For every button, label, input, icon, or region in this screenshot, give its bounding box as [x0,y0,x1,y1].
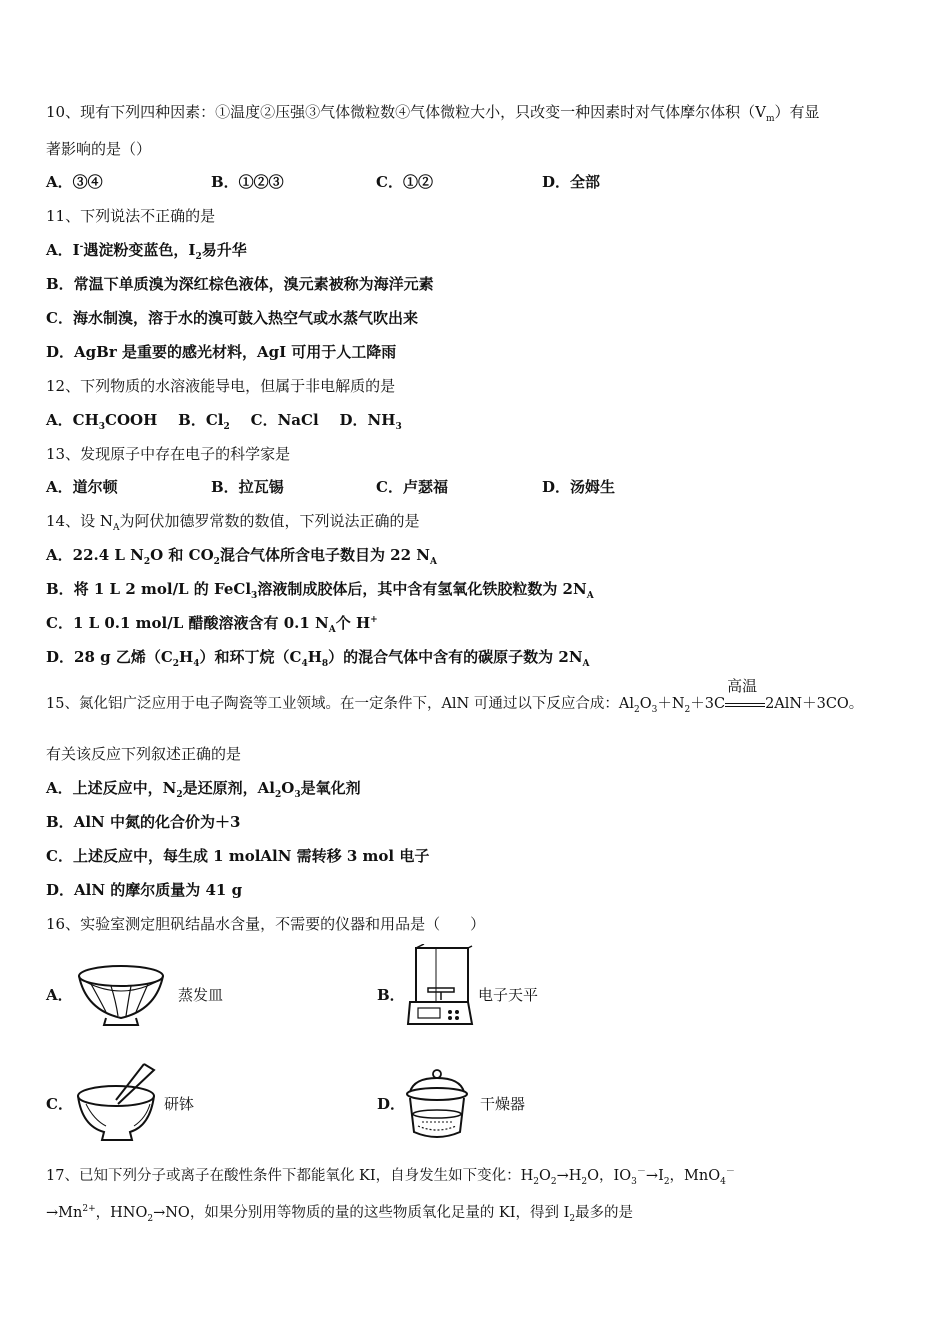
q16-option-a-name: 蒸发皿 [178,986,224,1004]
q10-option-d: D．全部 [542,173,601,191]
q15-option-c: C．上述反应中，每生成 1 molAlN 需转移 3 mol 电子 [46,847,430,865]
q11-option-b: B．常温下单质溴为深红棕色液体，溴元素被称为海洋元素 [46,275,434,293]
q13-option-c: C．卢瑟福 [376,478,448,496]
q10-stem-line1: 10、现有下列四种因素：①温度②压强③气体微粒数④气体微粒大小，只改变一种因素时对气体摩尔体积$(V_m)$有显 [46,103,820,124]
q13-stem: 13、发现原子中存在电子的科学家是 [46,445,291,463]
q11-stem: 11、下列说法不正确的是 [46,207,216,225]
electronic-balance-icon [406,944,474,1030]
q17-stem-line1: 17、已知下列分子或离子在酸性条件下都能氧化 KI，自身发生如下变化：$H_2O_2\to H_2O$，$IO_3^-\to I_2$，MnO$_4$－ [46,1167,735,1187]
q14-stem: 14、设 $N_A$为阿伏加德罗常数的数值，下列说法正确的是 [46,512,420,533]
q14-option-d: D．28 g 乙烯$(C_2H_4)$和环丁烷$(C_4H_8)$的混合气体中含有的碳原子数为 $2N_A$ [46,648,590,669]
q16-option-b-label: B． [377,986,405,1004]
q14-option-a: A．22.4 L $N_2O$ 和 $CO_2$混合气体所含电子数目为 22 $N_A$ [46,546,437,567]
q12-option-c: C．NaCl [250,411,319,429]
q14-option-c: C．1 L 0.1 mol/L 醋酸溶液含有 0.1 $N_A$个 H+ [46,614,378,635]
q12-option-a: A．$CH_3COOH$ [46,411,158,432]
q10-option-b: B．①②③ [211,173,284,191]
q13-option-a: A．道尔顿 [46,478,118,496]
q10-option-a: A．③④ [46,173,103,191]
q15-option-b: B．AlN 中氮的化合价为＋3 [46,813,241,831]
q16-stem: 16、实验室测定胆矾结晶水含量，不需要的仪器和用品是（ ） [46,915,486,933]
q10-stem-line2: 著影响的是（） [46,140,152,158]
q11-option-d: D．AgBr 是重要的感光材料，AgI 可用于人工降雨 [46,343,397,361]
q11-option-c: C．海水制溴，溶于水的溴可鼓入热空气或水蒸气吹出来 [46,309,418,327]
q15-option-d: D．AlN 的摩尔质量为 41 g [46,881,243,899]
mortar-and-pestle-icon [74,1060,160,1144]
q15-option-a: A．上述反应中，$N_2$是还原剂，$Al_2O_3$是氧化剂 [46,779,361,800]
q12-stem: 12、下列物质的水溶液能导电，但属于非电解质的是 [46,377,396,395]
evaporating-dish-icon [76,962,166,1028]
q10-option-c: C．①② [376,173,433,191]
q11-option-a: A．I-遇淀粉变蓝色，$I_2$易升华 [46,241,247,262]
q12-options [46,410,402,430]
q16-option-c-name: 研钵 [164,1095,195,1113]
q15-stem-line2: 有关该反应下列叙述正确的是 [46,745,242,763]
q13-option-b: B．拉瓦锡 [211,478,284,496]
q16-option-b-name: 电子天平 [478,986,539,1004]
q12-option-b: B．$Cl_2$ [178,411,230,432]
q16-option-c-label: C． [46,1095,73,1113]
q12-option-d: D．$NH_3$ [339,411,402,432]
q16-option-d-name: 干燥器 [480,1095,526,1113]
q16-option-d-label: D． [377,1095,406,1113]
q14-option-b: B．将 1 L 2 mol/L 的 FeCl$_3$溶液制成胶体后，其中含有氢氧化铁胶粒数为 $2N_A$ [46,580,594,601]
desiccator-icon [404,1068,470,1142]
q13-option-d: D．汤姆生 [542,478,616,496]
reaction-condition-arrow: 高温 [725,694,765,714]
q16-option-a-label: A． [46,986,73,1004]
q15-stem-line1: 15、氮化铝广泛应用于电子陶瓷等工业领域。在一定条件下，AlN 可通过以下反应合成：$Al_2O_3+N_2+3C$ 高温 2AlN＋3CO。 [46,677,864,715]
q17-stem-line2: $\to Mn^{2+}$，$HNO_2\to NO$，如果分别用等物质的量的这些物质氧化足量的 KI，得到 $I_2$最多的是 [46,1204,634,1224]
